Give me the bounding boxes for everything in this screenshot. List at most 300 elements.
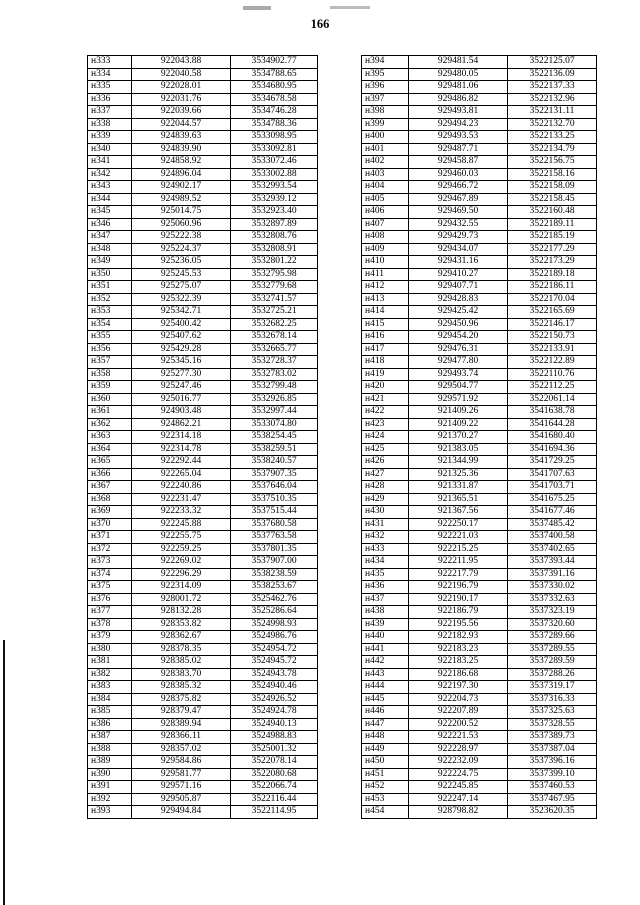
y-coordinate-cell: 3522173.29 [508, 256, 597, 269]
point-id-cell: н416 [362, 331, 409, 344]
y-coordinate-cell: 3522112.25 [508, 381, 597, 394]
point-id-cell: н451 [362, 768, 409, 781]
x-coordinate-cell: 922245.85 [409, 781, 508, 794]
point-id-cell: н381 [88, 656, 132, 669]
table-row [362, 106, 597, 119]
point-id-cell: н399 [362, 118, 409, 131]
table-row [362, 243, 597, 256]
table-row [362, 581, 597, 594]
y-coordinate-cell: 3524986.76 [231, 631, 318, 644]
table-row [362, 318, 597, 331]
table-row [88, 756, 318, 769]
y-coordinate-cell: 3522133.25 [508, 131, 597, 144]
point-id-cell: н394 [362, 56, 409, 69]
point-id-cell: н430 [362, 506, 409, 519]
point-id-cell: н352 [88, 293, 132, 306]
table-row [88, 543, 318, 556]
y-coordinate-cell: 3532997.44 [231, 406, 318, 419]
y-coordinate-cell: 3524924.78 [231, 706, 318, 719]
y-coordinate-cell: 3537646.04 [231, 481, 318, 494]
table-row [362, 643, 597, 656]
x-coordinate-cell: 929469.50 [409, 206, 508, 219]
table-row [362, 168, 597, 181]
y-coordinate-cell: 3537332.63 [508, 593, 597, 606]
x-coordinate-cell: 925224.37 [132, 243, 231, 256]
table-row [88, 518, 318, 531]
table-row [362, 181, 597, 194]
point-id-cell: н347 [88, 231, 132, 244]
y-coordinate-cell: 3541675.25 [508, 493, 597, 506]
x-coordinate-cell: 925345.16 [132, 356, 231, 369]
y-coordinate-cell: 3537320.60 [508, 618, 597, 631]
point-id-cell: н343 [88, 181, 132, 194]
point-id-cell: н421 [362, 393, 409, 406]
table-row [88, 581, 318, 594]
y-coordinate-cell: 3541680.40 [508, 431, 597, 444]
x-coordinate-cell: 925016.77 [132, 393, 231, 406]
point-id-cell: н438 [362, 606, 409, 619]
table-row [88, 618, 318, 631]
table-row [362, 268, 597, 281]
point-id-cell: н376 [88, 593, 132, 606]
point-id-cell: н410 [362, 256, 409, 269]
x-coordinate-cell: 929407.71 [409, 281, 508, 294]
x-coordinate-cell: 922233.32 [132, 506, 231, 519]
table-row [88, 506, 318, 519]
y-coordinate-cell: 3523620.35 [508, 806, 597, 819]
point-id-cell: н336 [88, 93, 132, 106]
x-coordinate-cell: 928375.82 [132, 693, 231, 706]
table-row [362, 806, 597, 819]
table-row [362, 768, 597, 781]
x-coordinate-cell: 922232.09 [409, 756, 508, 769]
point-id-cell: н409 [362, 243, 409, 256]
point-id-cell: н445 [362, 693, 409, 706]
x-coordinate-cell: 929476.31 [409, 343, 508, 356]
point-id-cell: н411 [362, 268, 409, 281]
x-coordinate-cell: 924902.17 [132, 181, 231, 194]
table-row [88, 481, 318, 494]
x-coordinate-cell: 922265.04 [132, 468, 231, 481]
x-coordinate-cell: 929467.89 [409, 193, 508, 206]
y-coordinate-cell: 3524945.72 [231, 656, 318, 669]
y-coordinate-cell: 3522136.09 [508, 68, 597, 81]
table-row [88, 593, 318, 606]
x-coordinate-cell: 925277.30 [132, 368, 231, 381]
table-row [88, 743, 318, 756]
table-row [88, 118, 318, 131]
table-row [362, 756, 597, 769]
table-row [88, 406, 318, 419]
table-row [88, 418, 318, 431]
table-row [362, 93, 597, 106]
x-coordinate-cell: 928385.02 [132, 656, 231, 669]
table-row [362, 668, 597, 681]
x-coordinate-cell: 928383.70 [132, 668, 231, 681]
point-id-cell: н384 [88, 693, 132, 706]
point-id-cell: н444 [362, 681, 409, 694]
x-coordinate-cell: 922215.25 [409, 543, 508, 556]
point-id-cell: н345 [88, 206, 132, 219]
table-row [362, 343, 597, 356]
x-coordinate-cell: 922259.25 [132, 543, 231, 556]
x-coordinate-cell: 922195.56 [409, 618, 508, 631]
table-row [88, 68, 318, 81]
x-coordinate-cell: 929431.16 [409, 256, 508, 269]
x-coordinate-cell: 925222.38 [132, 231, 231, 244]
point-id-cell: н408 [362, 231, 409, 244]
y-coordinate-cell: 3538259.51 [231, 443, 318, 456]
point-id-cell: н433 [362, 543, 409, 556]
y-coordinate-cell: 3522132.70 [508, 118, 597, 131]
table-row [88, 568, 318, 581]
x-coordinate-cell: 928366.11 [132, 731, 231, 744]
point-id-cell: н404 [362, 181, 409, 194]
y-coordinate-cell: 3522125.07 [508, 56, 597, 69]
x-coordinate-cell: 929581.77 [132, 768, 231, 781]
table-row [362, 406, 597, 419]
y-coordinate-cell: 3537680.58 [231, 518, 318, 531]
y-coordinate-cell: 3532897.89 [231, 218, 318, 231]
point-id-cell: н365 [88, 456, 132, 469]
table-row [362, 568, 597, 581]
x-coordinate-cell: 921365.51 [409, 493, 508, 506]
point-id-cell: н427 [362, 468, 409, 481]
x-coordinate-cell: 928385.32 [132, 681, 231, 694]
x-coordinate-cell: 921331.87 [409, 481, 508, 494]
y-coordinate-cell: 3524998.93 [231, 618, 318, 631]
table-row [362, 468, 597, 481]
x-coordinate-cell: 922204.73 [409, 693, 508, 706]
table-row [88, 431, 318, 444]
table-row [88, 718, 318, 731]
point-id-cell: н393 [88, 806, 132, 819]
table-row [88, 156, 318, 169]
point-id-cell: н382 [88, 668, 132, 681]
x-coordinate-cell: 922228.97 [409, 743, 508, 756]
point-id-cell: н344 [88, 193, 132, 206]
x-coordinate-cell: 929410.27 [409, 268, 508, 281]
point-id-cell: н398 [362, 106, 409, 119]
point-id-cell: н354 [88, 318, 132, 331]
point-id-cell: н342 [88, 168, 132, 181]
table-row [88, 806, 318, 819]
x-coordinate-cell: 929481.06 [409, 81, 508, 94]
table-row [88, 393, 318, 406]
point-id-cell: н436 [362, 581, 409, 594]
point-id-cell: н395 [362, 68, 409, 81]
x-coordinate-cell: 929487.71 [409, 143, 508, 156]
table-row [362, 543, 597, 556]
y-coordinate-cell: 3533098.95 [231, 131, 318, 144]
point-id-cell: н338 [88, 118, 132, 131]
binding-line [3, 640, 5, 905]
y-coordinate-cell: 3537515.44 [231, 506, 318, 519]
y-coordinate-cell: 3524926.52 [231, 693, 318, 706]
x-coordinate-cell: 922044.57 [132, 118, 231, 131]
x-coordinate-cell: 925322.39 [132, 293, 231, 306]
y-coordinate-cell: 3541644.28 [508, 418, 597, 431]
table-row [88, 668, 318, 681]
y-coordinate-cell: 3522066.74 [231, 781, 318, 794]
y-coordinate-cell: 3532801.22 [231, 256, 318, 269]
y-coordinate-cell: 3537319.17 [508, 681, 597, 694]
table-row [88, 343, 318, 356]
y-coordinate-cell: 3532923.40 [231, 206, 318, 219]
y-coordinate-cell: 3522170.04 [508, 293, 597, 306]
table-row [362, 731, 597, 744]
point-id-cell: н358 [88, 368, 132, 381]
y-coordinate-cell: 3537400.58 [508, 531, 597, 544]
x-coordinate-cell: 924862.21 [132, 418, 231, 431]
x-coordinate-cell: 924858.92 [132, 156, 231, 169]
table-row [362, 143, 597, 156]
point-id-cell: н414 [362, 306, 409, 319]
x-coordinate-cell: 929429.73 [409, 231, 508, 244]
point-id-cell: н402 [362, 156, 409, 169]
y-coordinate-cell: 3537510.35 [231, 493, 318, 506]
table-row [362, 418, 597, 431]
x-coordinate-cell: 925429.28 [132, 343, 231, 356]
table-row [362, 631, 597, 644]
table-row [88, 793, 318, 806]
table-row [88, 231, 318, 244]
x-coordinate-cell: 929493.53 [409, 131, 508, 144]
table-row [88, 631, 318, 644]
x-coordinate-cell: 922245.88 [132, 518, 231, 531]
table-row [88, 193, 318, 206]
point-id-cell: н431 [362, 518, 409, 531]
table-row [88, 606, 318, 619]
x-coordinate-cell: 922200.52 [409, 718, 508, 731]
table-row [362, 593, 597, 606]
point-id-cell: н380 [88, 643, 132, 656]
y-coordinate-cell: 3537328.55 [508, 718, 597, 731]
point-id-cell: н353 [88, 306, 132, 319]
point-id-cell: н367 [88, 481, 132, 494]
table-row [362, 493, 597, 506]
y-coordinate-cell: 3533074.80 [231, 418, 318, 431]
x-coordinate-cell: 929505.87 [132, 793, 231, 806]
y-coordinate-cell: 3537907.35 [231, 468, 318, 481]
y-coordinate-cell: 3532682.25 [231, 318, 318, 331]
y-coordinate-cell: 3533002.88 [231, 168, 318, 181]
x-coordinate-cell: 925060.96 [132, 218, 231, 231]
point-id-cell: н366 [88, 468, 132, 481]
y-coordinate-cell: 3522133.91 [508, 343, 597, 356]
y-coordinate-cell: 3532728.37 [231, 356, 318, 369]
y-coordinate-cell: 3522137.33 [508, 81, 597, 94]
table-row [362, 793, 597, 806]
y-coordinate-cell: 3537485.42 [508, 518, 597, 531]
point-id-cell: н407 [362, 218, 409, 231]
coordinates-table-left [87, 55, 318, 819]
table-row [88, 331, 318, 344]
x-coordinate-cell: 921409.22 [409, 418, 508, 431]
x-coordinate-cell: 922296.29 [132, 568, 231, 581]
point-id-cell: н423 [362, 418, 409, 431]
point-id-cell: н419 [362, 368, 409, 381]
point-id-cell: н453 [362, 793, 409, 806]
table-row [362, 356, 597, 369]
point-id-cell: н454 [362, 806, 409, 819]
point-id-cell: н440 [362, 631, 409, 644]
point-id-cell: н378 [88, 618, 132, 631]
point-id-cell: н339 [88, 131, 132, 144]
table-row [88, 256, 318, 269]
y-coordinate-cell: 3534788.65 [231, 68, 318, 81]
x-coordinate-cell: 921325.36 [409, 468, 508, 481]
point-id-cell: н422 [362, 406, 409, 419]
y-coordinate-cell: 3537288.26 [508, 668, 597, 681]
point-id-cell: н432 [362, 531, 409, 544]
y-coordinate-cell: 3537402.65 [508, 543, 597, 556]
table-row [88, 381, 318, 394]
point-id-cell: н359 [88, 381, 132, 394]
table-row [362, 781, 597, 794]
x-coordinate-cell: 922255.75 [132, 531, 231, 544]
table-row [88, 243, 318, 256]
x-coordinate-cell: 922190.17 [409, 593, 508, 606]
point-id-cell: н401 [362, 143, 409, 156]
x-coordinate-cell: 922224.75 [409, 768, 508, 781]
y-coordinate-cell: 3537325.63 [508, 706, 597, 719]
y-coordinate-cell: 3532808.76 [231, 231, 318, 244]
x-coordinate-cell: 922250.17 [409, 518, 508, 531]
point-id-cell: н390 [88, 768, 132, 781]
point-id-cell: н337 [88, 106, 132, 119]
x-coordinate-cell: 928001.72 [132, 593, 231, 606]
table-row [362, 206, 597, 219]
point-id-cell: н425 [362, 443, 409, 456]
x-coordinate-cell: 922186.79 [409, 606, 508, 619]
point-id-cell: н375 [88, 581, 132, 594]
y-coordinate-cell: 3532926.85 [231, 393, 318, 406]
y-coordinate-cell: 3522189.11 [508, 218, 597, 231]
y-coordinate-cell: 3537389.73 [508, 731, 597, 744]
y-coordinate-cell: 3522116.44 [231, 793, 318, 806]
y-coordinate-cell: 3533092.81 [231, 143, 318, 156]
x-coordinate-cell: 928353.82 [132, 618, 231, 631]
table-row [88, 56, 318, 69]
x-coordinate-cell: 929450.96 [409, 318, 508, 331]
y-coordinate-cell: 3537396.16 [508, 756, 597, 769]
table-row [88, 781, 318, 794]
y-coordinate-cell: 3532993.54 [231, 181, 318, 194]
x-coordinate-cell: 929504.77 [409, 381, 508, 394]
point-id-cell: н377 [88, 606, 132, 619]
page-number: 166 [310, 17, 330, 31]
table-row [362, 656, 597, 669]
y-coordinate-cell: 3541638.78 [508, 406, 597, 419]
x-coordinate-cell: 922039.66 [132, 106, 231, 119]
y-coordinate-cell: 3537387.04 [508, 743, 597, 756]
y-coordinate-cell: 3532725.21 [231, 306, 318, 319]
table-row [362, 518, 597, 531]
table-row [362, 131, 597, 144]
y-coordinate-cell: 3525462.76 [231, 593, 318, 606]
point-id-cell: н415 [362, 318, 409, 331]
point-id-cell: н446 [362, 706, 409, 719]
x-coordinate-cell: 921383.05 [409, 443, 508, 456]
y-coordinate-cell: 3537330.02 [508, 581, 597, 594]
y-coordinate-cell: 3522177.29 [508, 243, 597, 256]
x-coordinate-cell: 928378.35 [132, 643, 231, 656]
table-row [88, 768, 318, 781]
y-coordinate-cell: 3524988.83 [231, 731, 318, 744]
x-coordinate-cell: 922314.18 [132, 431, 231, 444]
x-coordinate-cell: 922196.79 [409, 581, 508, 594]
table-row [88, 493, 318, 506]
x-coordinate-cell: 922247.14 [409, 793, 508, 806]
point-id-cell: н348 [88, 243, 132, 256]
y-coordinate-cell: 3522132.96 [508, 93, 597, 106]
point-id-cell: н369 [88, 506, 132, 519]
y-coordinate-cell: 3522061.14 [508, 393, 597, 406]
y-coordinate-cell: 3532799.48 [231, 381, 318, 394]
y-coordinate-cell: 3534788.36 [231, 118, 318, 131]
x-coordinate-cell: 929425.42 [409, 306, 508, 319]
y-coordinate-cell: 3532779.68 [231, 281, 318, 294]
x-coordinate-cell: 928798.82 [409, 806, 508, 819]
point-id-cell: н388 [88, 743, 132, 756]
y-coordinate-cell: 3537399.10 [508, 768, 597, 781]
x-coordinate-cell: 928379.47 [132, 706, 231, 719]
point-id-cell: н437 [362, 593, 409, 606]
point-id-cell: н387 [88, 731, 132, 744]
x-coordinate-cell: 929486.82 [409, 93, 508, 106]
table-row [88, 468, 318, 481]
table-row [362, 556, 597, 569]
x-coordinate-cell: 929466.72 [409, 181, 508, 194]
x-coordinate-cell: 924896.04 [132, 168, 231, 181]
x-coordinate-cell: 922231.47 [132, 493, 231, 506]
point-id-cell: н396 [362, 81, 409, 94]
y-coordinate-cell: 3524940.46 [231, 681, 318, 694]
table-row [362, 706, 597, 719]
x-coordinate-cell: 929494.23 [409, 118, 508, 131]
table-row [362, 443, 597, 456]
y-coordinate-cell: 3522158.16 [508, 168, 597, 181]
point-id-cell: н364 [88, 443, 132, 456]
table-row [362, 681, 597, 694]
x-coordinate-cell: 925407.62 [132, 331, 231, 344]
table-row [88, 681, 318, 694]
y-coordinate-cell: 3534680.95 [231, 81, 318, 94]
x-coordinate-cell: 922183.23 [409, 643, 508, 656]
table-row [362, 431, 597, 444]
y-coordinate-cell: 3541703.71 [508, 481, 597, 494]
x-coordinate-cell: 922314.78 [132, 443, 231, 456]
point-id-cell: н383 [88, 681, 132, 694]
y-coordinate-cell: 3522146.17 [508, 318, 597, 331]
x-coordinate-cell: 925400.42 [132, 318, 231, 331]
y-coordinate-cell: 3532665.77 [231, 343, 318, 356]
y-coordinate-cell: 3538254.45 [231, 431, 318, 444]
table-row [362, 118, 597, 131]
point-id-cell: н386 [88, 718, 132, 731]
x-coordinate-cell: 929454.20 [409, 331, 508, 344]
table-row [362, 68, 597, 81]
point-id-cell: н373 [88, 556, 132, 569]
table-row [88, 556, 318, 569]
y-coordinate-cell: 3534678.58 [231, 93, 318, 106]
y-coordinate-cell: 3533072.46 [231, 156, 318, 169]
table-row [88, 693, 318, 706]
x-coordinate-cell: 922186.68 [409, 668, 508, 681]
table-row [88, 306, 318, 319]
y-coordinate-cell: 3532741.57 [231, 293, 318, 306]
